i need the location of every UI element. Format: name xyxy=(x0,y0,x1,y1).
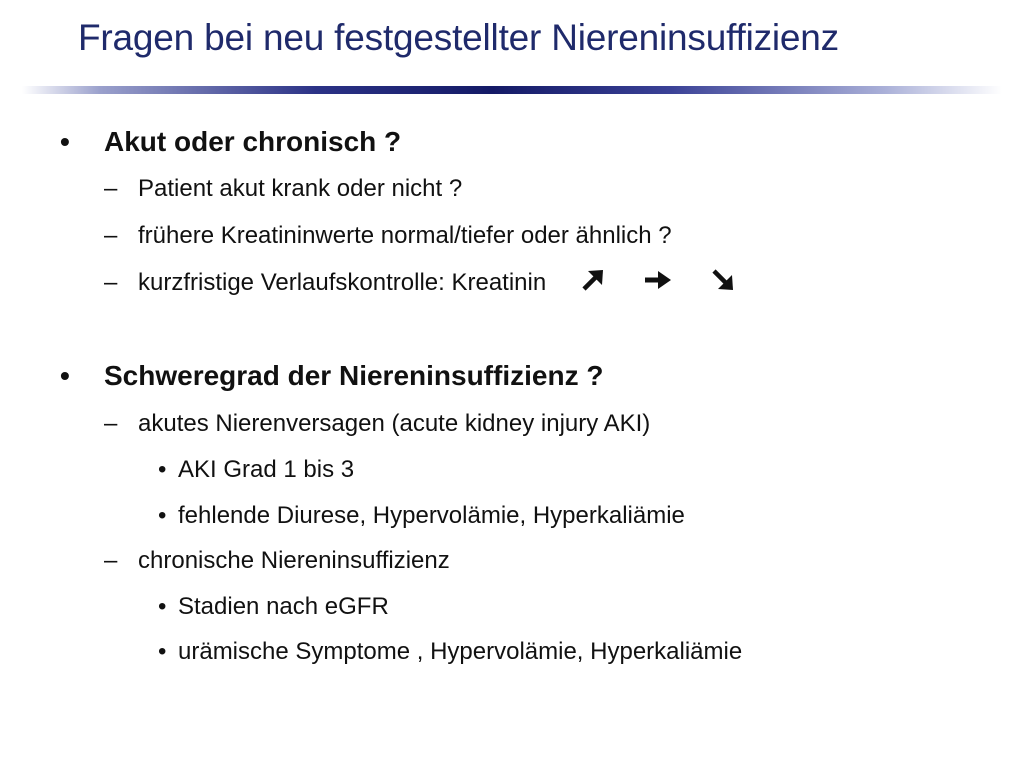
arrow-right-icon xyxy=(643,267,673,293)
dash: – xyxy=(104,410,118,437)
bullet: • xyxy=(60,126,70,157)
dot: • xyxy=(158,456,167,483)
dash: – xyxy=(104,222,118,249)
sub-list-item xyxy=(158,593,389,621)
list-item xyxy=(104,547,450,575)
dash: – xyxy=(104,269,118,296)
item-text: Patient akut krank oder nicht ? xyxy=(138,175,463,202)
slide-title: Fragen bei neu festgestellter Niereninsuffizienz xyxy=(78,17,839,58)
dot: • xyxy=(158,502,167,529)
dash: – xyxy=(104,547,118,574)
arrow-down-right-icon xyxy=(708,267,738,293)
sub-list-item xyxy=(158,502,685,530)
dot: • xyxy=(158,593,167,620)
list-item xyxy=(104,410,650,438)
list-item xyxy=(104,175,462,203)
item-text: akutes Nierenversagen (acute kidney injury AKI) xyxy=(138,410,651,437)
bullet: • xyxy=(60,360,70,391)
sub-item-text: Stadien nach eGFR xyxy=(178,593,389,620)
item-text: kurzfristige Verlaufskontrolle: Kreatinin xyxy=(138,269,547,296)
heading-text: Schweregrad der Niereninsuffizienz ? xyxy=(104,360,604,391)
item-text: frühere Kreatininwerte normal/tiefer oder ähnlich ? xyxy=(138,222,672,249)
list-item xyxy=(104,222,672,250)
dash: – xyxy=(104,175,118,202)
sub-list-item xyxy=(158,638,742,666)
dot: • xyxy=(158,638,167,665)
item-text: chronische Niereninsuffizienz xyxy=(138,547,450,574)
sub-item-text: AKI Grad 1 bis 3 xyxy=(178,456,355,483)
section-heading-acute-chronic xyxy=(60,126,401,158)
heading-text: Akut oder chronisch ? xyxy=(104,126,402,157)
title-divider xyxy=(22,86,1002,94)
sub-item-text: fehlende Diurese, Hypervolämie, Hyperkaliämie xyxy=(178,502,685,529)
arrow-up-right-icon xyxy=(578,267,608,293)
list-item xyxy=(104,267,738,297)
sub-list-item xyxy=(158,456,354,484)
section-heading-severity xyxy=(60,360,603,392)
sub-item-text: urämische Symptome , Hypervolämie, Hyperkaliämie xyxy=(178,638,743,665)
